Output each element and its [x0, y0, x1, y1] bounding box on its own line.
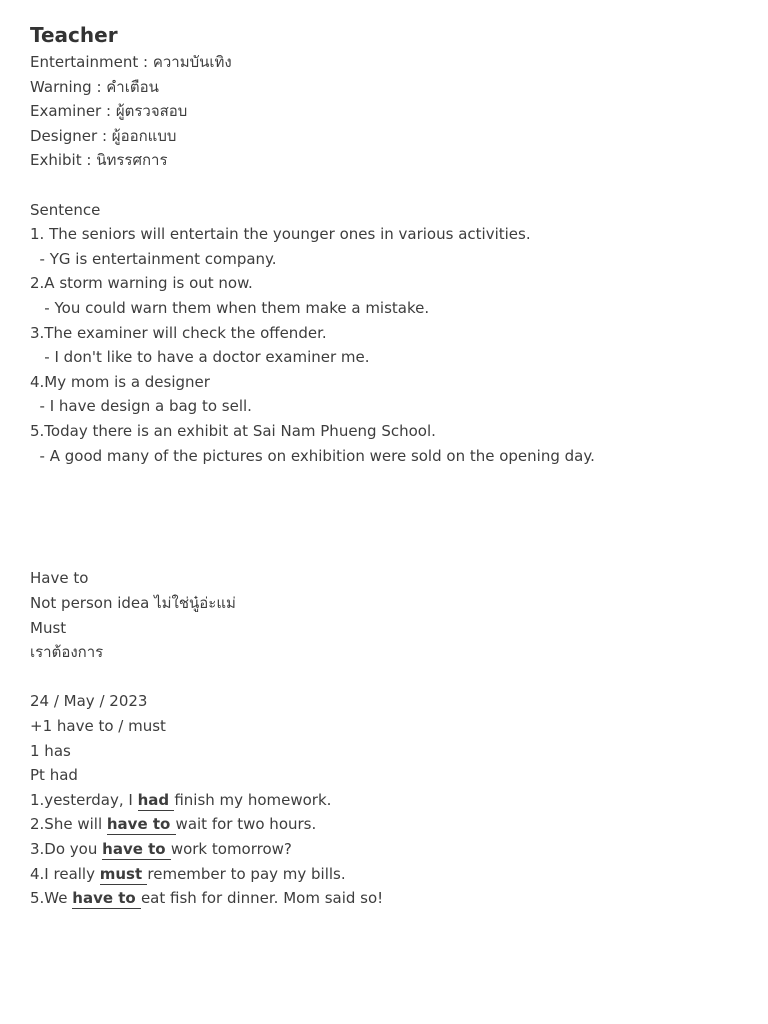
- exercise-line: [30, 886, 750, 911]
- exercise-rest: work tomorrow?: [170, 840, 292, 859]
- exercise-prompt: 3.Do you: [30, 840, 103, 859]
- blank-line: [30, 173, 750, 198]
- sentence-line: 3.The examiner will check the offender.: [30, 323, 327, 342]
- sentence-line: - I have design a bag to sell.: [30, 397, 252, 416]
- grammar-note-line: เราต้องการ: [30, 643, 104, 662]
- sentence-line: - A good many of the pictures on exhibition were sold on the opening day.: [30, 446, 595, 465]
- exercise-prompt: 1.yesterday, I: [30, 790, 138, 809]
- date-line: 24 / May / 2023: [30, 692, 148, 711]
- sentence-line: - YG is entertainment company.: [30, 249, 277, 268]
- note-body[interactable]: [30, 20, 750, 911]
- sentence-heading: Sentence: [30, 200, 101, 219]
- exercise-prompt: 2.She will: [30, 815, 107, 834]
- form-line: 1 has: [30, 741, 71, 760]
- exercise-line: [30, 788, 750, 813]
- exercise-rest: wait for two hours.: [175, 815, 317, 834]
- exercise-line: [30, 837, 750, 862]
- sentence-line: - You could warn them when them make a mistake.: [30, 298, 430, 317]
- sentence-line: 1. The seniors will entertain the younger ones in various activities.: [30, 225, 531, 244]
- note-title: Teacher: [30, 23, 118, 47]
- grammar-note-line: Not person idea ไม่ใช่นู๋อ่ะแม่: [30, 594, 236, 613]
- sentence-line: 4.My mom is a designer: [30, 372, 210, 391]
- form-line: +1 have to / must: [30, 717, 166, 736]
- blank-line: [30, 665, 750, 690]
- exercise-answer: had: [137, 790, 175, 809]
- grammar-note-line: Must: [30, 618, 67, 637]
- exercise-line: [30, 812, 750, 837]
- form-line: Pt had: [30, 766, 78, 785]
- vocab-line: Exhibit : นิทรรศการ: [30, 151, 168, 170]
- exercise-prompt: 4.I really: [30, 864, 100, 883]
- blank-space: [30, 468, 750, 566]
- sentence-line: 2.A storm warning is out now.: [30, 274, 253, 293]
- vocab-line: Warning : คำเตือน: [30, 77, 159, 96]
- exercise-answer: have to: [102, 840, 171, 859]
- grammar-note-line: Have to: [30, 569, 89, 588]
- vocab-line: Entertainment : ความบันเทิง: [30, 53, 232, 71]
- exercise-answer: must: [99, 864, 148, 883]
- exercise-answer: have to: [106, 815, 176, 834]
- exercise-rest: eat fish for dinner. Mom said so!: [140, 889, 384, 908]
- exercise-prompt: 5.We: [30, 889, 73, 908]
- vocab-line: Designer : ผู้ออกแบบ: [30, 126, 177, 145]
- exercise-line: [30, 862, 750, 887]
- vocab-line: Examiner : ผู้ตรวจสอบ: [30, 102, 188, 121]
- sentence-line: 5.Today there is an exhibit at Sai Nam Phueng School.: [30, 421, 436, 440]
- sentence-line: - I don't like to have a doctor examiner me.: [30, 348, 370, 367]
- exercise-answer: have to: [72, 889, 141, 908]
- exercise-rest: finish my homework.: [174, 790, 332, 809]
- exercise-rest: remember to pay my bills.: [147, 864, 346, 883]
